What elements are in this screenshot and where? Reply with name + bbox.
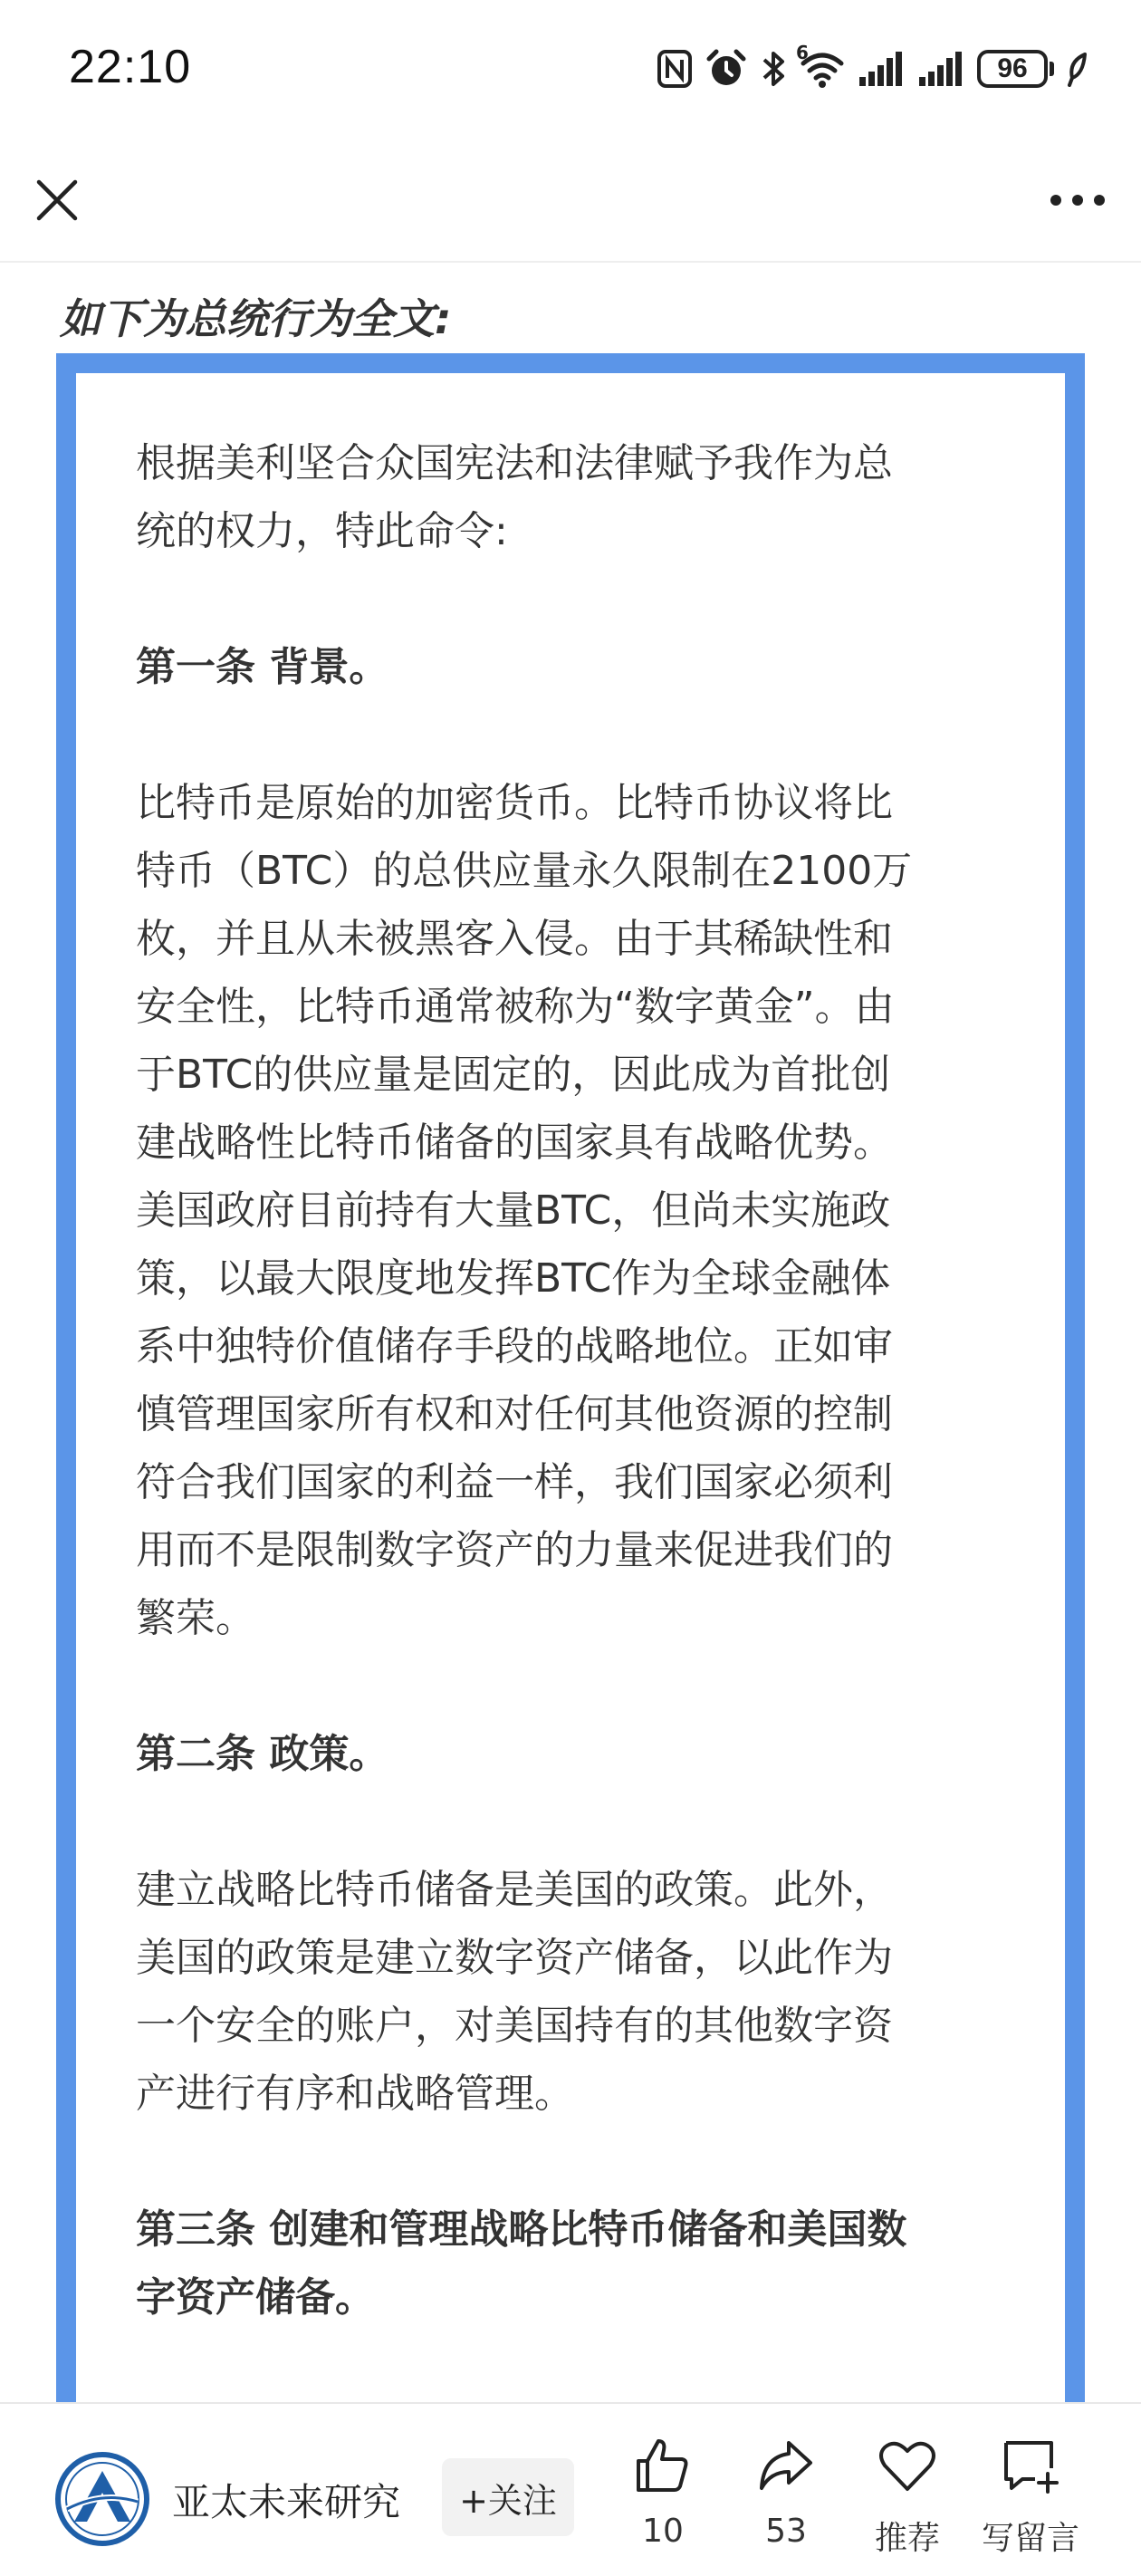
article-text-line: 比特币是原始的加密货币。比特币协议将比 bbox=[136, 780, 893, 826]
more-icon bbox=[1050, 194, 1106, 207]
nfc-icon bbox=[657, 49, 693, 89]
article-text-line: 枚，并且从未被黑客入侵。由于其稀缺性和 bbox=[136, 916, 893, 962]
status-bar bbox=[0, 0, 1141, 145]
intro-heading: 如下为总统行为全文: bbox=[60, 294, 452, 343]
article-text-line: 根据美利坚合众国宪法和法律赋予我作为总 bbox=[136, 440, 893, 486]
thumbs-up-icon bbox=[633, 2436, 693, 2495]
like-count: 10 bbox=[642, 2513, 684, 2550]
heart-icon bbox=[877, 2438, 937, 2493]
article-section-title-line: 字资产储备。 bbox=[136, 2274, 375, 2321]
follow-button[interactable]: +关注 bbox=[442, 2458, 574, 2536]
bluetooth-icon bbox=[760, 48, 787, 90]
recommend-label: 推荐 bbox=[874, 2520, 940, 2557]
article-text-line: 用而不是限制数字资产的力量来促进我们的 bbox=[136, 1527, 893, 1573]
paragraph-gap bbox=[136, 701, 1012, 769]
paragraph-gap bbox=[136, 565, 1012, 633]
article-text-line: 特币（BTC）的总供应量永久限制在2100万 bbox=[136, 848, 913, 894]
article-text-line: 统的权力，特此命令: bbox=[136, 508, 508, 554]
comment-button[interactable] bbox=[976, 2431, 1085, 2559]
article-text-line: 美国政府目前持有大量BTC，但尚未实施政 bbox=[136, 1187, 891, 1234]
article-text-line: 一个安全的账户，对美国持有的其他数字资 bbox=[136, 2003, 893, 2049]
share-count: 53 bbox=[765, 2513, 807, 2550]
article-text-line: 符合我们国家的利益一样，我们国家必须利 bbox=[136, 1459, 893, 1505]
signal-icon-1 bbox=[858, 50, 905, 88]
article-text-line: 系中独特价值储存手段的战略地位。正如审 bbox=[136, 1323, 893, 1370]
article-text-line: 产进行有序和战略管理。 bbox=[136, 2071, 574, 2117]
recommend-button[interactable] bbox=[853, 2431, 962, 2559]
status-icons bbox=[657, 42, 1088, 91]
article-content[interactable] bbox=[0, 263, 1141, 2402]
alarm-icon bbox=[705, 48, 747, 90]
quote-text bbox=[76, 373, 1065, 2331]
share-button[interactable] bbox=[732, 2431, 840, 2550]
wifi-indicator bbox=[796, 42, 845, 89]
paragraph-gap bbox=[136, 1652, 1012, 1720]
article-text-line: 安全性，比特币通常被称为“数字黄金”。由 bbox=[136, 984, 895, 1030]
paragraph-gap bbox=[136, 2128, 1012, 2196]
wifi-superscript: 6 bbox=[796, 42, 809, 63]
article-text-line: 建立战略比特币储备是美国的政策。此外， bbox=[136, 1867, 893, 1913]
battery-level: 96 bbox=[977, 50, 1048, 88]
article-text-line: 美国的政策是建立数字资产储备，以此作为 bbox=[136, 1935, 893, 1981]
share-icon bbox=[756, 2436, 816, 2495]
top-nav bbox=[0, 145, 1141, 263]
quote-box bbox=[56, 353, 1085, 2402]
article-text-line: 策，以最大限度地发挥BTC作为全球金融体 bbox=[136, 1255, 891, 1302]
article-section-title-line: 第一条 背景。 bbox=[136, 644, 389, 690]
article-section-title-line: 第二条 政策。 bbox=[136, 1731, 389, 1777]
article-text-line: 建战略性比特币储备的国家具有战略优势。 bbox=[136, 1120, 893, 1166]
comment-label: 写留言 bbox=[981, 2520, 1079, 2557]
close-icon bbox=[35, 178, 79, 222]
article-text-line: 于BTC的供应量是固定的，因此成为首批创 bbox=[136, 1052, 891, 1098]
battery-tip bbox=[1050, 62, 1054, 76]
like-button[interactable] bbox=[609, 2431, 717, 2550]
more-button[interactable] bbox=[1041, 170, 1114, 230]
account-name[interactable]: 亚太未来研究 bbox=[172, 2480, 401, 2524]
bottom-action-bar bbox=[0, 2402, 1141, 2576]
signal-icon-2 bbox=[917, 50, 964, 88]
account-avatar[interactable] bbox=[54, 2451, 150, 2547]
article-section-title-line: 第三条 创建和管理战略比特币储备和美国数 bbox=[136, 2206, 907, 2253]
status-time: 22:10 bbox=[69, 41, 192, 93]
comment-add-icon bbox=[999, 2436, 1062, 2495]
article-text-line: 繁荣。 bbox=[136, 1595, 255, 1641]
battery-indicator bbox=[977, 50, 1054, 88]
account-logo-icon bbox=[54, 2451, 150, 2547]
leaf-icon bbox=[1067, 51, 1088, 87]
paragraph-gap bbox=[136, 1788, 1012, 1856]
article-text-line: 慎管理国家所有权和对任何其他资源的控制 bbox=[136, 1391, 893, 1437]
close-button[interactable] bbox=[27, 170, 87, 230]
